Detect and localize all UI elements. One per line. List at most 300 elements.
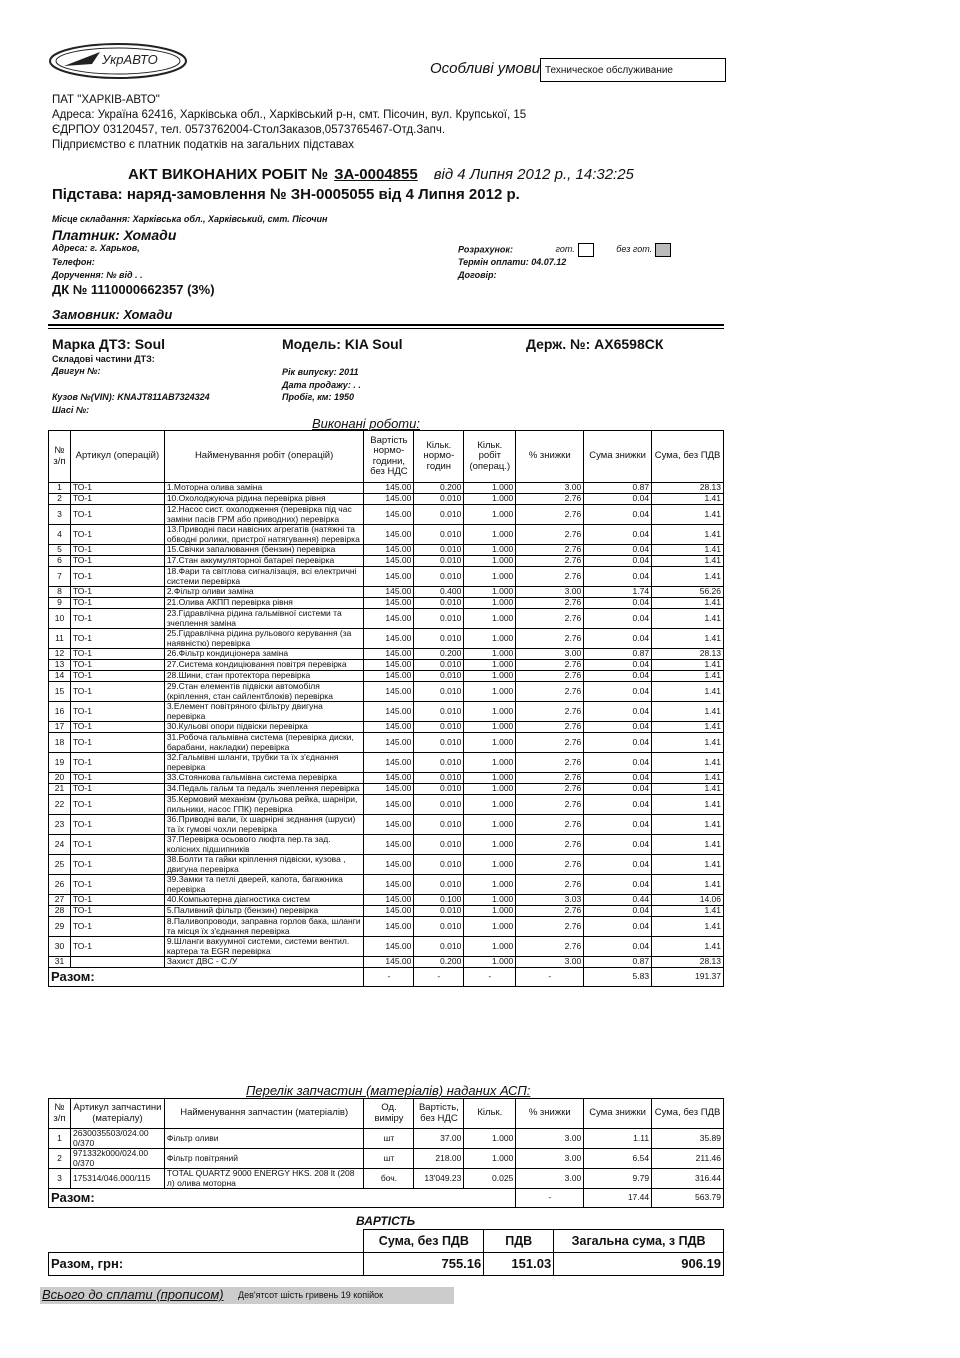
works-row-cell: 1.41 bbox=[652, 795, 724, 815]
works-row-cell: 0.010 bbox=[414, 545, 464, 556]
works-row-cell: 0.87 bbox=[584, 483, 652, 494]
works-row-cell: 1.41 bbox=[652, 917, 724, 937]
works-row-cell: 1.41 bbox=[652, 671, 724, 682]
works-row-cell: 1.41 bbox=[652, 660, 724, 671]
parts-row-cell: TOTAL QUARTZ 9000 ENERGY HKS. 208 lt (208 л) олива моторна bbox=[164, 1169, 364, 1189]
works-row bbox=[49, 649, 724, 660]
works-row-cell: 1.000 bbox=[464, 733, 516, 753]
total-words-value: Дев'ятсот шість гривень 19 копійок bbox=[238, 1290, 384, 1300]
works-row-cell: 145.00 bbox=[364, 483, 414, 494]
parts-total-cell: 17.44 bbox=[584, 1189, 652, 1208]
parts-row-cell: 1.000 bbox=[464, 1149, 516, 1169]
works-row-cell: 28.Шини, стан протектора перевірка bbox=[164, 671, 364, 682]
works-header-cell: Найменування робіт (операцій) bbox=[164, 431, 364, 483]
works-row-cell: 0.010 bbox=[414, 598, 464, 609]
works-row-cell: 23 bbox=[49, 815, 71, 835]
works-row-cell: 2.76 bbox=[516, 702, 584, 722]
parts-row-cell: 37.00 bbox=[414, 1129, 464, 1149]
works-row-cell: 1.41 bbox=[652, 733, 724, 753]
works-row-cell: 0.04 bbox=[584, 545, 652, 556]
works-row-cell: 19 bbox=[49, 753, 71, 773]
parts-header-cell: Сума, без ПДВ bbox=[652, 1099, 724, 1129]
works-row-cell: 145.00 bbox=[364, 835, 414, 855]
works-row-cell: 2.76 bbox=[516, 682, 584, 702]
parts-row-cell: 6.54 bbox=[584, 1149, 652, 1169]
works-row-cell: 0.010 bbox=[414, 906, 464, 917]
works-row-cell: 0.04 bbox=[584, 660, 652, 671]
works-row-cell: 0.87 bbox=[584, 957, 652, 968]
parts-body bbox=[49, 1129, 724, 1189]
parts-row-cell: 0.025 bbox=[464, 1169, 516, 1189]
works-row-cell: 27 bbox=[49, 895, 71, 906]
works-row-cell: 1.000 bbox=[464, 895, 516, 906]
works-row-cell: 0.010 bbox=[414, 722, 464, 733]
cost-total: 906.19 bbox=[554, 1253, 724, 1276]
works-row-cell: ТО-1 bbox=[70, 906, 164, 917]
cost-header-row bbox=[49, 1230, 724, 1253]
car-year: Рік випуску: 2011 bbox=[282, 367, 359, 377]
works-row-cell: 145.00 bbox=[364, 598, 414, 609]
works-row-cell: 1.000 bbox=[464, 957, 516, 968]
works-row-cell: 11 bbox=[49, 629, 71, 649]
works-row-cell: 0.010 bbox=[414, 702, 464, 722]
works-row-cell: 4 bbox=[49, 525, 71, 545]
works-table bbox=[48, 430, 724, 987]
works-row-cell: 0.04 bbox=[584, 753, 652, 773]
works-row-cell: 29 bbox=[49, 917, 71, 937]
noncash-checkbox[interactable] bbox=[655, 243, 671, 257]
works-row-cell: 145.00 bbox=[364, 505, 414, 525]
works-row-cell: 0.010 bbox=[414, 609, 464, 629]
works-row-cell: 0.400 bbox=[414, 587, 464, 598]
works-row-cell: 145.00 bbox=[364, 875, 414, 895]
works-row-cell: 2.76 bbox=[516, 505, 584, 525]
parts-row-cell: 3.00 bbox=[516, 1169, 584, 1189]
works-row-cell: 1.000 bbox=[464, 702, 516, 722]
parts-total-cell: 563.79 bbox=[652, 1189, 724, 1208]
works-row-cell: 145.00 bbox=[364, 895, 414, 906]
works-row-cell: 1.41 bbox=[652, 598, 724, 609]
works-row-cell: 0.200 bbox=[414, 957, 464, 968]
works-row-cell: 1.41 bbox=[652, 753, 724, 773]
parts-row-cell: 2 bbox=[49, 1149, 71, 1169]
works-row-cell: 1.41 bbox=[652, 629, 724, 649]
works-row-cell: 0.04 bbox=[584, 855, 652, 875]
works-row-cell: 10.Охолоджуюча рідина перевірка рівня bbox=[164, 494, 364, 505]
divider bbox=[48, 324, 724, 326]
works-row-cell: 10 bbox=[49, 609, 71, 629]
works-row bbox=[49, 671, 724, 682]
works-row-cell: 145.00 bbox=[364, 815, 414, 835]
works-row-cell: ТО-1 bbox=[70, 733, 164, 753]
works-row-cell: 1.000 bbox=[464, 671, 516, 682]
works-row-cell: ТО-1 bbox=[70, 505, 164, 525]
works-row bbox=[49, 733, 724, 753]
works-total-cell: 5.83 bbox=[584, 968, 652, 987]
works-row-cell: ТО-1 bbox=[70, 545, 164, 556]
works-row-cell: 1.000 bbox=[464, 906, 516, 917]
works-row-cell: 1.000 bbox=[464, 682, 516, 702]
works-row-cell: 0.010 bbox=[414, 556, 464, 567]
works-row-cell: 1.000 bbox=[464, 917, 516, 937]
works-row-cell: 0.04 bbox=[584, 773, 652, 784]
works-row-cell: ТО-1 bbox=[70, 795, 164, 815]
works-header-cell: № з/п bbox=[49, 431, 71, 483]
works-row-cell: 0.04 bbox=[584, 567, 652, 587]
works-row-cell: 145.00 bbox=[364, 649, 414, 660]
works-row-cell: 145.00 bbox=[364, 629, 414, 649]
works-row-cell: 31.Робоча гальмівна система (перевірка диски, барабани, накладки) перевірка bbox=[164, 733, 364, 753]
works-row-cell: 1.41 bbox=[652, 525, 724, 545]
payer-phone: Телефон: bbox=[52, 257, 95, 267]
works-row bbox=[49, 917, 724, 937]
works-row-cell: 2.76 bbox=[516, 629, 584, 649]
works-row-cell: 28.13 bbox=[652, 483, 724, 494]
works-header-row bbox=[49, 431, 724, 483]
basis: Підстава: наряд-замовлення № ЗН-0005055 від 4 Липня 2012 р. bbox=[52, 186, 520, 203]
works-row-cell: 37.Перевірка осьового люфта пер.та зад. колісних підшипників bbox=[164, 835, 364, 855]
works-row-cell: ТО-1 bbox=[70, 483, 164, 494]
parts-row-cell: 3.00 bbox=[516, 1149, 584, 1169]
works-row-cell: 145.00 bbox=[364, 753, 414, 773]
works-row-cell: 1.41 bbox=[652, 682, 724, 702]
works-row-cell: ТО-1 bbox=[70, 875, 164, 895]
works-row bbox=[49, 556, 724, 567]
works-row-cell: 33.Стоянкова гальмівна система перевірка bbox=[164, 773, 364, 784]
works-row-cell: 0.04 bbox=[584, 598, 652, 609]
works-row-cell: ТО-1 bbox=[70, 784, 164, 795]
works-row-cell: 145.00 bbox=[364, 957, 414, 968]
power-of-attorney: Доручення: № від . . bbox=[52, 270, 143, 280]
works-row-cell: 2.76 bbox=[516, 906, 584, 917]
parts-row-cell: 971332k000/024.00 0/370 bbox=[70, 1149, 164, 1169]
parts-row-cell: Фільтр повітряний bbox=[164, 1149, 364, 1169]
parts-title: Перелік запчастин (матеріалів) наданих АСП: bbox=[246, 1083, 531, 1098]
works-row-cell: ТО-1 bbox=[70, 598, 164, 609]
parts-row-cell: 211.46 bbox=[652, 1149, 724, 1169]
works-row-cell: 0.010 bbox=[414, 784, 464, 795]
works-row-cell: 1.000 bbox=[464, 855, 516, 875]
works-row-cell: 24 bbox=[49, 835, 71, 855]
works-row-cell: ТО-1 bbox=[70, 702, 164, 722]
works-row-cell: 1.000 bbox=[464, 835, 516, 855]
works-row-cell: 56.26 bbox=[652, 587, 724, 598]
cash-checkbox[interactable] bbox=[578, 243, 594, 257]
company-address: Адреса: Україна 62416, Харківська обл., Харківський р-н, смт. Пісочин, вул. Крупської, 15 bbox=[52, 109, 527, 121]
works-row-cell: 0.04 bbox=[584, 671, 652, 682]
works-row-cell: ТО-1 bbox=[70, 494, 164, 505]
cost-header-cell: ПДВ bbox=[484, 1230, 554, 1253]
works-row-cell: 2.76 bbox=[516, 671, 584, 682]
company-edrpou: ЄДРПОУ 03120457, тел. 0573762004-СтолЗаказов,0573765467-Отд.Запч. bbox=[52, 124, 446, 136]
works-row-cell: 0.200 bbox=[414, 483, 464, 494]
works-row-cell: 6 bbox=[49, 556, 71, 567]
calc-cash-label: гот. bbox=[555, 244, 575, 255]
works-row-cell: 2.76 bbox=[516, 815, 584, 835]
works-row bbox=[49, 815, 724, 835]
works-row-cell: 1.74 bbox=[584, 587, 652, 598]
works-row-cell: 145.00 bbox=[364, 733, 414, 753]
works-row-cell: ТО-1 bbox=[70, 649, 164, 660]
works-row-cell: 145.00 bbox=[364, 773, 414, 784]
works-row-cell: 0.04 bbox=[584, 795, 652, 815]
works-row-cell: 0.010 bbox=[414, 937, 464, 957]
works-row-cell: ТО-1 bbox=[70, 937, 164, 957]
works-row-cell: 28.13 bbox=[652, 649, 724, 660]
calc-noncash-label: без гот. bbox=[616, 244, 653, 255]
total-words-label: Всього до сплати (прописом) bbox=[42, 1287, 224, 1302]
works-row-cell: 0.010 bbox=[414, 629, 464, 649]
parts-header-cell: Од. виміру bbox=[364, 1099, 414, 1129]
works-row-cell: 21.Олива АКПП перевірка рівня bbox=[164, 598, 364, 609]
works-row-cell: 7 bbox=[49, 567, 71, 587]
works-row-cell: 21 bbox=[49, 784, 71, 795]
works-row-cell: 28.13 bbox=[652, 957, 724, 968]
works-row-cell: ТО-1 bbox=[70, 815, 164, 835]
cost-table bbox=[48, 1229, 724, 1276]
works-row-cell: 1.000 bbox=[464, 722, 516, 733]
works-row bbox=[49, 525, 724, 545]
works-row-cell: 1.000 bbox=[464, 525, 516, 545]
parts-header-row bbox=[49, 1099, 724, 1129]
works-row-cell: 145.00 bbox=[364, 722, 414, 733]
parts-header-cell: Сума знижки bbox=[584, 1099, 652, 1129]
works-row-cell: 2.76 bbox=[516, 773, 584, 784]
works-row-cell: 1.000 bbox=[464, 875, 516, 895]
company-logo bbox=[48, 42, 188, 80]
works-row-cell: 0.010 bbox=[414, 505, 464, 525]
payment-term: Термін оплати: 04.07.12 bbox=[458, 257, 567, 267]
parts-header-cell: № з/п bbox=[49, 1099, 71, 1129]
works-row-cell: 145.00 bbox=[364, 567, 414, 587]
works-row-cell: 0.04 bbox=[584, 525, 652, 545]
works-row-cell: 35.Кермовий механізм (рульова рейка, шарніри, пильники, насос ГПК) перевірка bbox=[164, 795, 364, 815]
works-row-cell: 0.200 bbox=[414, 649, 464, 660]
works-row-cell: 1.41 bbox=[652, 815, 724, 835]
works-header-cell: Сума, без ПДВ bbox=[652, 431, 724, 483]
works-row-cell: 2.Фільтр оливи заміна bbox=[164, 587, 364, 598]
works-row-cell: 0.010 bbox=[414, 795, 464, 815]
works-row-cell: 1.000 bbox=[464, 937, 516, 957]
works-row-cell: 12.Насос сист. охолодження (перевірка під час заміни пасів ГРМ або приводних) перевірка bbox=[164, 505, 364, 525]
works-row-cell: 20 bbox=[49, 773, 71, 784]
car-sale-date: Дата продажу: . . bbox=[282, 380, 361, 390]
works-row-cell: 0.04 bbox=[584, 784, 652, 795]
works-row-cell: 0.010 bbox=[414, 773, 464, 784]
parts-row-cell: 35.89 bbox=[652, 1129, 724, 1149]
works-row-cell: 3.03 bbox=[516, 895, 584, 906]
parts-row-cell: шт bbox=[364, 1149, 414, 1169]
works-row-cell: 0.04 bbox=[584, 682, 652, 702]
works-row-cell: ТО-1 bbox=[70, 525, 164, 545]
works-row-cell: ТО-1 bbox=[70, 773, 164, 784]
parts-row bbox=[49, 1129, 724, 1149]
works-row-cell: 0.010 bbox=[414, 660, 464, 671]
works-row-cell: 0.04 bbox=[584, 556, 652, 567]
works-row-cell: 1.000 bbox=[464, 649, 516, 660]
works-row-cell: 17 bbox=[49, 722, 71, 733]
works-row bbox=[49, 773, 724, 784]
works-row-cell: ТО-1 bbox=[70, 629, 164, 649]
works-row bbox=[49, 753, 724, 773]
works-row-cell: 0.04 bbox=[584, 702, 652, 722]
parts-total-cell: - bbox=[516, 1189, 584, 1208]
parts-total-row bbox=[49, 1189, 724, 1208]
works-row-cell: 30.Кульові опори підвіски перевірка bbox=[164, 722, 364, 733]
works-row-cell: 2.76 bbox=[516, 567, 584, 587]
works-row-cell: 145.00 bbox=[364, 855, 414, 875]
place: Місце складання: Харківська обл., Харківський, смт. Пісочин bbox=[52, 214, 328, 224]
parts-row-cell: боч. bbox=[364, 1169, 414, 1189]
works-row-cell: 1.000 bbox=[464, 660, 516, 671]
works-row-cell: 38.Болти та гайки кріплення підвіски, кузова , двигуна перевірка bbox=[164, 855, 364, 875]
works-row-cell: 32.Гальмівні шланги, трубки та їх з'єднання перевірка bbox=[164, 753, 364, 773]
works-row-cell: 2 bbox=[49, 494, 71, 505]
works-row-cell: 39.Замки та петлі дверей, капота, багажника перевірка bbox=[164, 875, 364, 895]
works-row-cell: 1.000 bbox=[464, 494, 516, 505]
works-row-cell: 145.00 bbox=[364, 556, 414, 567]
works-row bbox=[49, 702, 724, 722]
works-row-cell: ТО-1 bbox=[70, 660, 164, 671]
works-row-cell: 0.010 bbox=[414, 525, 464, 545]
works-row-cell: 1.41 bbox=[652, 906, 724, 917]
works-row-cell: 3.00 bbox=[516, 649, 584, 660]
works-row-cell: 0.010 bbox=[414, 567, 464, 587]
works-row-cell: 18.Фари та світлова сигналізація, всі електричні системи перевірка bbox=[164, 567, 364, 587]
works-row-cell: ТО-1 bbox=[70, 895, 164, 906]
works-row-cell: 1.000 bbox=[464, 795, 516, 815]
works-row-cell: ТО-1 bbox=[70, 855, 164, 875]
works-row-cell: 2.76 bbox=[516, 722, 584, 733]
works-total-cell: - bbox=[516, 968, 584, 987]
parts-total-label: Разом: bbox=[49, 1189, 516, 1208]
works-row bbox=[49, 567, 724, 587]
works-row-cell: 0.010 bbox=[414, 917, 464, 937]
calc-label: Розрахунок: bbox=[458, 244, 513, 255]
works-row-cell: 1.41 bbox=[652, 505, 724, 525]
works-row-cell: 0.44 bbox=[584, 895, 652, 906]
works-row-cell: ТО-1 bbox=[70, 682, 164, 702]
parts-row-cell: 1 bbox=[49, 1129, 71, 1149]
works-row-cell: 15 bbox=[49, 682, 71, 702]
divider bbox=[48, 328, 724, 329]
parts-header-cell: Кільк. bbox=[464, 1099, 516, 1129]
works-row-cell: 2.76 bbox=[516, 795, 584, 815]
works-row bbox=[49, 895, 724, 906]
works-row-cell: 0.04 bbox=[584, 609, 652, 629]
works-row bbox=[49, 722, 724, 733]
discount-card: ДК № 1110000662357 (3%) bbox=[52, 282, 215, 297]
works-total-row bbox=[49, 968, 724, 987]
payer-address: Адреса: г. Харьков, bbox=[52, 243, 140, 253]
works-row-cell: 1.41 bbox=[652, 556, 724, 567]
works-row-cell: 0.010 bbox=[414, 835, 464, 855]
works-header-cell: % знижки bbox=[516, 431, 584, 483]
works-row-cell: 36.Приводні вали, їх шарнірні зєднання (шруси) та їх гумові чохли перевірка bbox=[164, 815, 364, 835]
parts-row-cell: 9.79 bbox=[584, 1169, 652, 1189]
works-row-cell: 145.00 bbox=[364, 795, 414, 815]
works-row-cell: ТО-1 bbox=[70, 556, 164, 567]
company-tax: Підприємство є платник податків на загальних підставах bbox=[52, 139, 355, 151]
works-row-cell: 2.76 bbox=[516, 753, 584, 773]
works-row-cell: 14.06 bbox=[652, 895, 724, 906]
works-row-cell: 1.41 bbox=[652, 784, 724, 795]
works-row-cell: 1.000 bbox=[464, 773, 516, 784]
car-parts-label: Складові частини ДТЗ: bbox=[52, 354, 155, 364]
works-row bbox=[49, 835, 724, 855]
works-row-cell: 0.04 bbox=[584, 722, 652, 733]
works-row-cell: 14 bbox=[49, 671, 71, 682]
works-row-cell: ТО-1 bbox=[70, 722, 164, 733]
car-vin: Кузов №(VIN): KNAJT811AB7324324 bbox=[52, 392, 210, 402]
works-row-cell: 1.000 bbox=[464, 567, 516, 587]
works-row bbox=[49, 587, 724, 598]
cost-row-label: Разом, грн: bbox=[49, 1253, 364, 1276]
works-row-cell: 0.100 bbox=[414, 895, 464, 906]
works-row-cell: 27.Система кондиціювання повітря перевірка bbox=[164, 660, 364, 671]
works-row-cell: 1.41 bbox=[652, 702, 724, 722]
works-row-cell: 2.76 bbox=[516, 875, 584, 895]
works-row-cell: 1.41 bbox=[652, 722, 724, 733]
parts-row-cell: шт bbox=[364, 1129, 414, 1149]
works-row-cell: 0.04 bbox=[584, 733, 652, 753]
works-row-cell: 31 bbox=[49, 957, 71, 968]
works-row bbox=[49, 505, 724, 525]
works-row-cell: 1 bbox=[49, 483, 71, 494]
works-row-cell: 17.Стан аккумуляторної батареї перевірка bbox=[164, 556, 364, 567]
works-row-cell: 145.00 bbox=[364, 682, 414, 702]
works-row-cell: 1.000 bbox=[464, 587, 516, 598]
works-row-cell: 0.010 bbox=[414, 875, 464, 895]
works-row-cell: 1.41 bbox=[652, 545, 724, 556]
cost-vat: 151.03 bbox=[484, 1253, 554, 1276]
parts-header-cell: Найменування запчастин (матеріалів) bbox=[164, 1099, 364, 1129]
works-row bbox=[49, 629, 724, 649]
works-row-cell: 26.Фільтр кондиціонера заміна bbox=[164, 649, 364, 660]
works-row-cell: 13 bbox=[49, 660, 71, 671]
works-row-cell: 0.010 bbox=[414, 494, 464, 505]
works-row-cell: 2.76 bbox=[516, 494, 584, 505]
works-row-cell: 2.76 bbox=[516, 598, 584, 609]
works-row-cell: 2.76 bbox=[516, 609, 584, 629]
works-row-cell: 3.00 bbox=[516, 483, 584, 494]
works-row-cell: ТО-1 bbox=[70, 609, 164, 629]
works-row-cell: 26 bbox=[49, 875, 71, 895]
works-row bbox=[49, 660, 724, 671]
works-row-cell: 2.76 bbox=[516, 937, 584, 957]
works-row-cell: ТО-1 bbox=[70, 587, 164, 598]
works-row-cell: 145.00 bbox=[364, 671, 414, 682]
works-total-cell: - bbox=[464, 968, 516, 987]
parts-row-cell: 2630035503/024.00 0/370 bbox=[70, 1129, 164, 1149]
works-row-cell: 1.000 bbox=[464, 505, 516, 525]
works-row-cell: 0.04 bbox=[584, 917, 652, 937]
works-row-cell: 2.76 bbox=[516, 545, 584, 556]
works-row-cell: 34.Педаль гальм та педаль зчеплення перевірка bbox=[164, 784, 364, 795]
act-title bbox=[128, 166, 634, 183]
works-row-cell: 1.41 bbox=[652, 835, 724, 855]
parts-row bbox=[49, 1169, 724, 1189]
parts-row-cell: 3 bbox=[49, 1169, 71, 1189]
works-row-cell: 9 bbox=[49, 598, 71, 609]
works-row-cell: 0.87 bbox=[584, 649, 652, 660]
works-row-cell: 1.41 bbox=[652, 494, 724, 505]
works-row-cell: 1.000 bbox=[464, 815, 516, 835]
special-conditions-value: Техническое обслуживание bbox=[540, 58, 726, 82]
works-row-cell: 145.00 bbox=[364, 937, 414, 957]
payer: Платник: Хомади bbox=[52, 227, 177, 243]
works-row-cell: 29.Стан елементів підвіски автомобіля (кріплення, стан сайлентблоків) перевірка bbox=[164, 682, 364, 702]
